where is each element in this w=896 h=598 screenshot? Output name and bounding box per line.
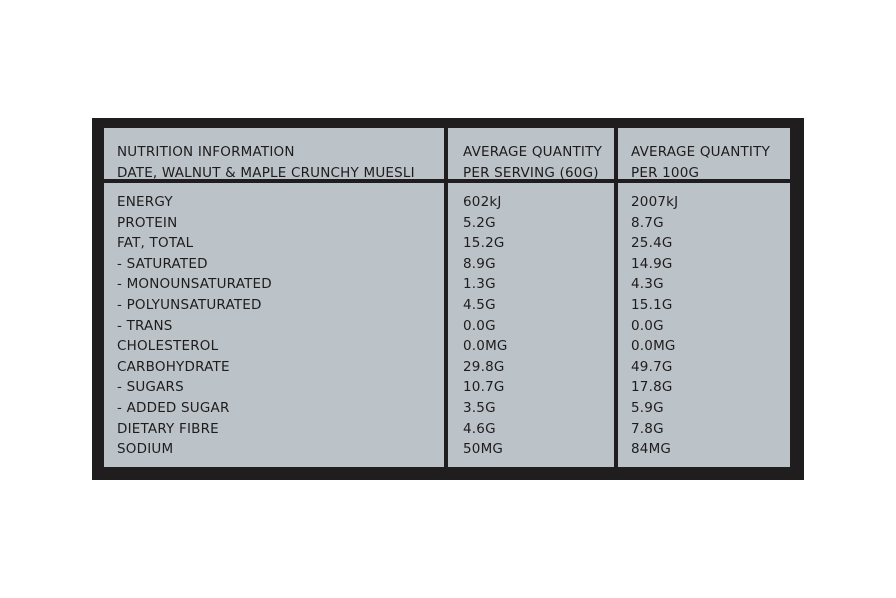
per-100g-value: 0.0G (631, 317, 664, 334)
nutrient-label: DIETARY FIBRE (117, 420, 219, 437)
per-serving-value: 3.5G (463, 399, 496, 416)
per-100g-value: 84MG (631, 441, 672, 458)
nutrient-label: PROTEIN (117, 214, 178, 231)
nutrient-label: CARBOHYDRATE (117, 358, 230, 375)
per-100g-value: 15.1G (631, 296, 673, 313)
per-serving-value: 0.0G (463, 317, 496, 334)
per-serving-value: 5.2G (463, 214, 496, 231)
nutrient-label: - MONOUNSATURATED (117, 276, 272, 293)
nutrition-panel (92, 118, 804, 480)
per-100g-header-line1: AVERAGE QUANTITY (631, 144, 771, 160)
per-serving-value: 1.3G (463, 276, 496, 293)
header-cell-per-100g (618, 128, 790, 179)
per-100g-value: 0.0MG (631, 338, 676, 355)
nutrient-label: - POLYUNSATURATED (117, 296, 262, 313)
per-serving-value: 602kJ (463, 194, 502, 210)
per-100g-value: 2007kJ (631, 194, 679, 210)
per-100g-header-line2: PER 100G (631, 165, 700, 181)
per-100g-column (618, 183, 790, 467)
per-serving-value: 4.6G (463, 420, 496, 437)
nutrient-label: - ADDED SUGAR (117, 399, 230, 416)
per-100g-value: 49.7G (631, 358, 673, 375)
per-serving-value: 8.9G (463, 255, 496, 272)
per-serving-value: 29.8G (463, 358, 505, 375)
product-name: DATE, WALNUT & MAPLE CRUNCHY MUESLI (117, 165, 415, 181)
per-100g-value: 4.3G (631, 276, 664, 293)
nutrient-label: ENERGY (117, 194, 173, 210)
per-serving-value: 15.2G (463, 235, 505, 252)
nutrient-labels-column (104, 183, 444, 467)
per-serving-header-line1: AVERAGE QUANTITY (463, 144, 603, 160)
nutrition-info-title: NUTRITION INFORMATION (117, 144, 295, 160)
per-serving-header-line2: PER SERVING (60G) (463, 165, 599, 181)
per-100g-value: 25.4G (631, 235, 673, 252)
per-serving-value: 10.7G (463, 379, 505, 396)
nutrient-label: FAT, TOTAL (117, 235, 194, 252)
nutrient-label: - TRANS (117, 317, 173, 334)
nutrient-label: - SATURATED (117, 255, 208, 272)
per-100g-value: 8.7G (631, 214, 664, 231)
per-serving-value: 50MG (463, 441, 504, 458)
per-serving-value: 4.5G (463, 296, 496, 313)
per-100g-value: 7.8G (631, 420, 664, 437)
header-cell-per-serving (448, 128, 614, 179)
nutrient-label: - SUGARS (117, 379, 184, 396)
per-100g-value: 17.8G (631, 379, 673, 396)
per-serving-column (448, 183, 614, 467)
nutrient-label: CHOLESTEROL (117, 338, 219, 355)
nutrient-label: SODIUM (117, 441, 174, 458)
per-100g-value: 5.9G (631, 399, 664, 416)
per-serving-value: 0.0MG (463, 338, 508, 355)
header-cell-nutrient (104, 128, 444, 179)
per-100g-value: 14.9G (631, 255, 673, 272)
